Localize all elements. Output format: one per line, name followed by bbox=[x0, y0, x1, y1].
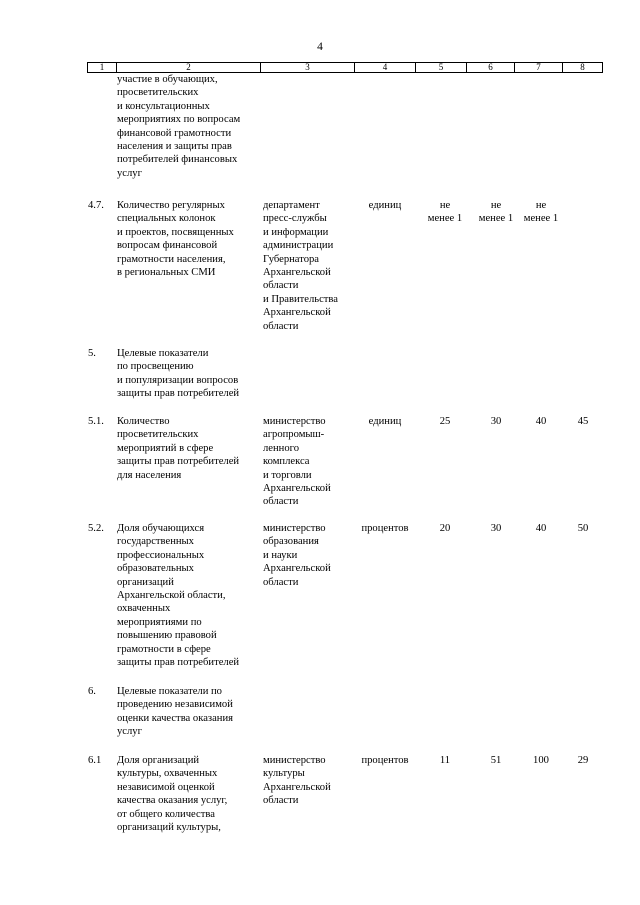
value-col-5: 11 bbox=[439, 755, 451, 766]
value-col-8: 29 bbox=[577, 755, 589, 766]
row-number: 5.1. bbox=[88, 416, 104, 427]
value-col-7: 40 bbox=[535, 523, 547, 534]
indicator-name: Доля организаций культуры, охваченных независимой оценкой качества оказания услуг, от общего количества организаций культуры, bbox=[117, 755, 228, 834]
value-col-6: не менее 1 bbox=[478, 200, 514, 225]
header-col-6: 6 bbox=[467, 63, 515, 73]
section-title: Целевые показатели по просвещению и популяризации вопросов защиты прав потребителей bbox=[117, 348, 240, 400]
value-col-6: 30 bbox=[490, 523, 502, 534]
row-number: 4.7. bbox=[88, 200, 104, 211]
value-col-6: 30 bbox=[490, 416, 502, 427]
header-col-3: 3 bbox=[261, 63, 355, 73]
value-col-8: 50 bbox=[577, 523, 589, 534]
responsible-body: министерство культуры Архангельской области bbox=[263, 755, 331, 807]
column-number-header bbox=[87, 62, 603, 73]
page-number: 4 bbox=[317, 41, 323, 53]
indicator-name: Количество регулярных специальных колонок и проектов, посвященных вопросам финансовой грамотности населения, в региональных СМИ bbox=[117, 200, 234, 279]
header-col-4: 4 bbox=[355, 63, 416, 73]
value-col-5: 25 bbox=[439, 416, 451, 427]
responsible-body: министерство агропромыш- ленного комплекса и торговли Архангельской области bbox=[263, 416, 331, 508]
value-col-5: не менее 1 bbox=[427, 200, 463, 225]
value-col-7: не менее 1 bbox=[523, 200, 559, 225]
value-col-6: 51 bbox=[490, 755, 502, 766]
row-number: 6. bbox=[88, 686, 96, 697]
value-col-7: 100 bbox=[533, 755, 549, 766]
row-number: 6.1 bbox=[88, 755, 102, 766]
unit: единиц bbox=[368, 200, 402, 211]
value-col-8: 45 bbox=[577, 416, 589, 427]
header-col-2: 2 bbox=[117, 63, 261, 73]
value-col-7: 40 bbox=[535, 416, 547, 427]
section-title: Целевые показатели по проведению независимой оценки качества оказания услуг bbox=[117, 686, 233, 738]
responsible-body: министерство образования и науки Архангельской области bbox=[263, 523, 331, 588]
header-col-1: 1 bbox=[88, 63, 117, 73]
unit: единиц bbox=[368, 416, 402, 427]
indicator-name: участие в обучающих, просветительских и консультационных мероприятиях по вопросам финансовой грамотности населения и защиты прав потребителей финансовых услуг bbox=[117, 74, 241, 179]
row-number: 5.2. bbox=[88, 523, 104, 534]
header-col-8: 8 bbox=[563, 63, 603, 73]
row-number: 5. bbox=[88, 348, 96, 359]
header-col-5: 5 bbox=[416, 63, 467, 73]
indicator-name: Количество просветительских мероприятий в сфере защиты прав потребителей для населения bbox=[117, 416, 240, 481]
value-col-5: 20 bbox=[439, 523, 451, 534]
indicator-name: Доля обучающихся государственных профессиональных образовательных организаций Архангельской области, охваченных мероприятиями по повышению правовой грамотности в сфере защиты прав потребителей bbox=[117, 523, 240, 669]
unit: процентов bbox=[361, 523, 409, 534]
unit: процентов bbox=[361, 755, 409, 766]
responsible-body: департамент пресс-службы и информации администрации Губернатора Архангельской области и Правительства Архангельской области bbox=[263, 200, 338, 332]
header-col-7: 7 bbox=[515, 63, 563, 73]
